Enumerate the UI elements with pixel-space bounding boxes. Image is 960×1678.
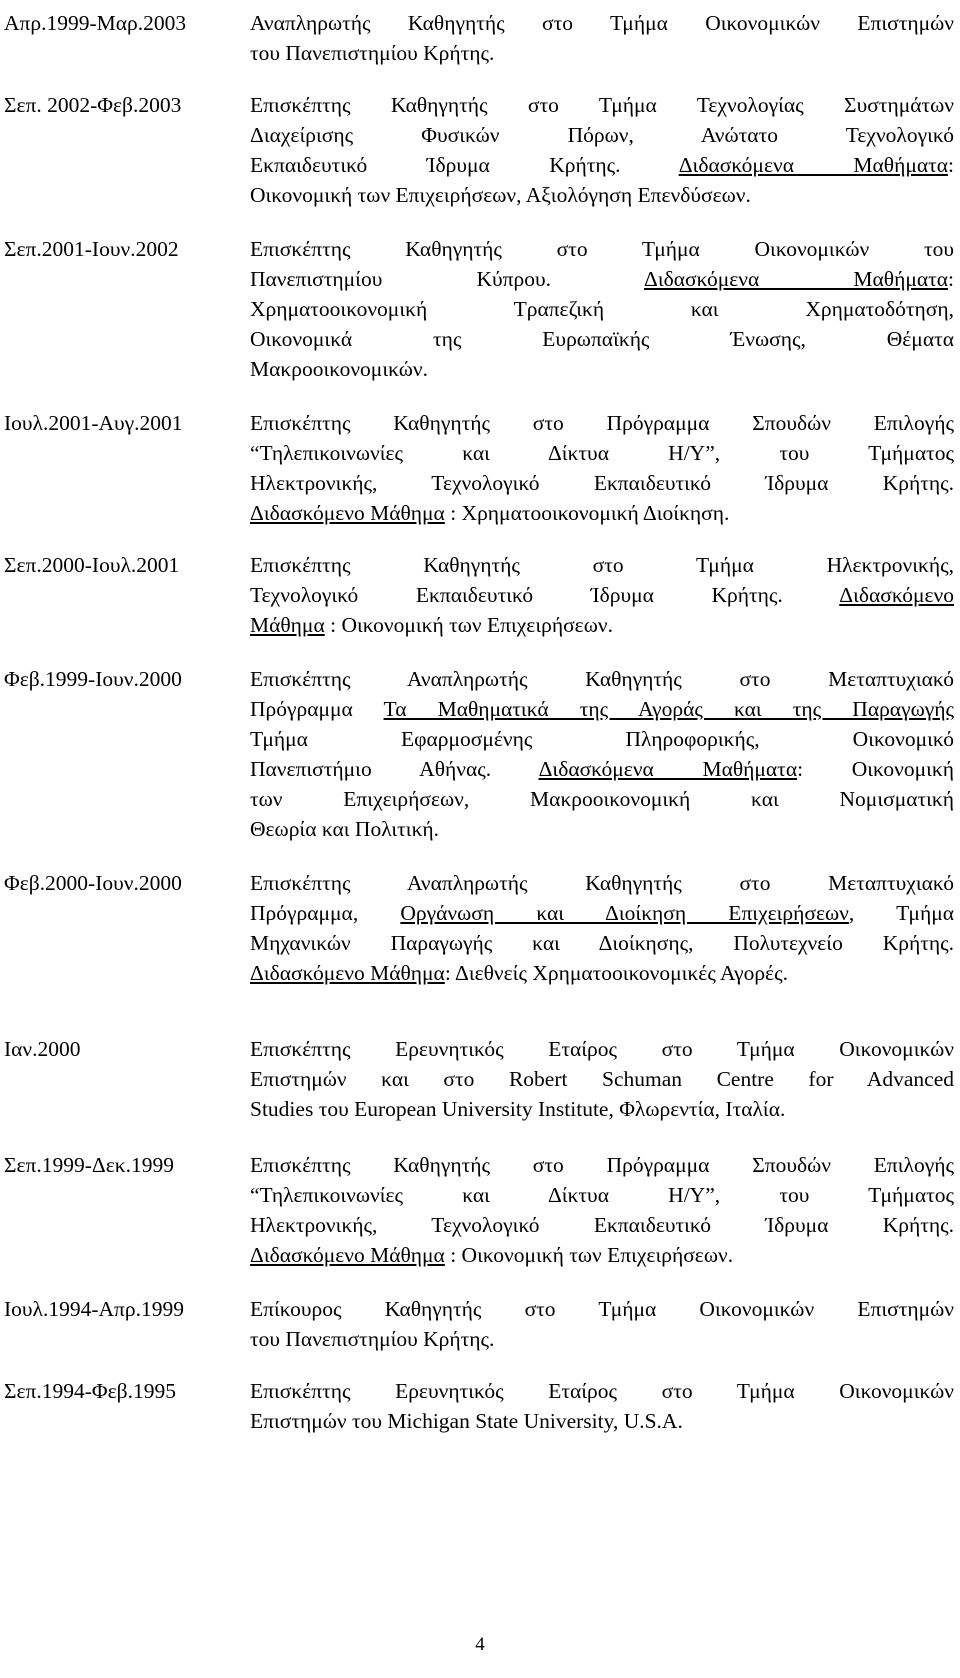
text-segment: Διαχείρισης Φυσικών Πόρων, Ανώτατο Τεχνολογικό	[250, 123, 954, 147]
text-segment: Χρηματοοικονομική Τραπεζική και Χρηματοδότηση,	[250, 297, 954, 321]
appointment-description	[250, 664, 954, 844]
appointment-description	[250, 1150, 954, 1270]
text-segment: : Οικονομική	[797, 757, 954, 781]
text-segment: Επισκέπτης Αναπληρωτής Καθηγητής στο Μεταπτυχιακό	[250, 667, 954, 691]
appointment-date: Ιουλ.1994-Απρ.1999	[4, 1297, 184, 1321]
text-segment: : Διεθνείς Χρηματοοικονομικές Αγορές.	[444, 961, 788, 985]
description-line	[250, 354, 954, 384]
appointment-description	[250, 8, 954, 68]
text-segment: Πανεπιστημίου Κύπρου.	[250, 267, 644, 291]
text-segment: : Οικονομική των Επιχειρήσεων.	[444, 1243, 734, 1267]
text-segment: Επιστημών και στο Robert Schuman Centre for Advanced	[250, 1067, 954, 1091]
text-segment: Οικονομική των Επιχειρήσεων, Αξιολόγηση Επενδύσεων.	[250, 183, 751, 207]
underlined-text: Διδασκόμενα Μαθήματα	[538, 757, 798, 781]
text-segment: : Οικονομική των Επιχειρήσεων.	[324, 613, 613, 637]
text-segment: :	[948, 153, 954, 177]
appointment-description	[250, 1034, 954, 1124]
description-line	[250, 180, 954, 210]
appointment-date: Σεπ.1994-Φεβ.1995	[4, 1379, 176, 1403]
text-segment: Πρόγραμμα	[250, 697, 384, 721]
text-segment: Τμήμα Εφαρμοσμένης Πληροφορικής, Οικονομικό	[250, 727, 954, 751]
description-line	[250, 814, 954, 844]
underlined-text: Διδασκόμενα Μαθήματα	[644, 267, 949, 291]
description-line	[250, 928, 954, 958]
text-segment: Επισκέπτης Καθηγητής στο Πρόγραμμα Σπουδών Επιλογής	[250, 1153, 954, 1177]
appointment-date: Σεπ. 2002-Φεβ.2003	[4, 93, 182, 117]
description-line	[250, 438, 954, 468]
text-segment: Studies του European University Institute, Φλωρεντία, Ιταλία.	[250, 1097, 786, 1121]
appointment-date: Σεπ.2000-Ιουλ.2001	[4, 553, 180, 577]
description-line	[250, 150, 954, 180]
description-line	[250, 1376, 954, 1406]
underlined-text: Διδασκόμενο Μάθημα	[250, 1243, 445, 1267]
description-line	[250, 90, 954, 120]
description-line	[250, 294, 954, 324]
description-line	[250, 498, 954, 528]
appointment-date: Φεβ.2000-Ιουν.2000	[4, 871, 182, 895]
appointment-date: Απρ.1999-Μαρ.2003	[4, 11, 187, 35]
description-line	[250, 408, 954, 438]
appointment-description	[250, 1376, 954, 1436]
description-line	[250, 1210, 954, 1240]
appointment-date: Ιαν.2000	[4, 1037, 81, 1061]
description-line	[250, 784, 954, 814]
appointment-description	[250, 550, 954, 640]
description-line	[250, 324, 954, 354]
description-line	[250, 8, 954, 38]
text-segment: των Επιχειρήσεων, Μακροοικονομική και Νομισματική	[250, 787, 954, 811]
description-line	[250, 1324, 954, 1354]
description-line	[250, 234, 954, 264]
appointment-description	[250, 868, 954, 988]
appointment-description	[250, 90, 954, 210]
text-segment: Επισκέπτης Ερευνητικός Εταίρος στο Τμήμα Οικονομικών	[250, 1379, 954, 1403]
text-segment: Ηλεκτρονικής, Τεχνολογικό Εκπαιδευτικό Ίδρυμα Κρήτης.	[250, 1213, 954, 1237]
description-line	[250, 1094, 954, 1124]
text-segment: Επισκέπτης Ερευνητικός Εταίρος στο Τμήμα Οικονομικών	[250, 1037, 954, 1061]
description-line	[250, 1294, 954, 1324]
text-segment: “Τηλεπικοινωνίες και Δίκτυα Η/Υ”, του Τμήματος	[250, 1183, 954, 1207]
description-line	[250, 1034, 954, 1064]
text-segment: Εκπαιδευτικό Ίδρυμα Κρήτης.	[250, 153, 679, 177]
description-line	[250, 550, 954, 580]
text-segment: του Πανεπιστημίου Κρήτης.	[250, 41, 495, 65]
description-line	[250, 1180, 954, 1210]
text-segment: Μηχανικών Παραγωγής και Διοίκησης, Πολυτεχνείο Κρήτης.	[250, 931, 954, 955]
description-line	[250, 580, 954, 610]
text-segment: Επισκέπτης Καθηγητής στο Τμήμα Τεχνολογίας Συστημάτων	[250, 93, 954, 117]
underlined-text: Διδασκόμενο Μάθημα	[250, 501, 445, 525]
text-segment: , Τμήμα	[848, 901, 954, 925]
appointment-date: Φεβ.1999-Ιουν.2000	[4, 667, 182, 691]
description-line	[250, 868, 954, 898]
appointment-description	[250, 1294, 954, 1354]
text-segment: Πανεπιστήμιο Αθήνας.	[250, 757, 539, 781]
text-segment: Ηλεκτρονικής, Τεχνολογικό Εκπαιδευτικό Ίδρυμα Κρήτης.	[250, 471, 954, 495]
underlined-text: Διδασκόμενο	[839, 583, 954, 607]
description-line	[250, 264, 954, 294]
underlined-text: Οργάνωση και Διοίκηση Επιχειρήσεων	[400, 901, 849, 925]
appointment-date: Σεπ.2001-Ιουν.2002	[4, 237, 179, 261]
text-segment: Οικονομικά της Ευρωπαϊκής Ένωσης, Θέματα	[250, 327, 954, 351]
text-segment: του Πανεπιστημίου Κρήτης.	[250, 1327, 495, 1351]
description-line	[250, 38, 954, 68]
description-line	[250, 1064, 954, 1094]
text-segment: Επιστημών του Michigan State University, U.S.A.	[250, 1409, 683, 1433]
text-segment: Θεωρία και Πολιτική.	[250, 817, 440, 841]
appointment-date: Σεπ.1999-Δεκ.1999	[4, 1153, 174, 1177]
text-segment: Επίκουρος Καθηγητής στο Τμήμα Οικονομικών Επιστημών	[250, 1297, 954, 1321]
text-segment: Τεχνολογικό Εκπαιδευτικό Ίδρυμα Κρήτης.	[250, 583, 840, 607]
text-segment: Αναπληρωτής Καθηγητής στο Τμήμα Οικονομικών Επιστημών	[250, 11, 954, 35]
description-line	[250, 610, 954, 640]
underlined-text: Διδασκόμενα Μαθήματα	[678, 153, 949, 177]
page-number: 4	[475, 1634, 485, 1655]
description-line	[250, 694, 954, 724]
text-segment: Επισκέπτης Καθηγητής στο Τμήμα Ηλεκτρονικής,	[250, 553, 954, 577]
description-line	[250, 468, 954, 498]
appointment-date: Ιουλ.2001-Αυγ.2001	[4, 411, 183, 435]
text-segment: :	[948, 267, 954, 291]
appointment-description	[250, 408, 954, 528]
description-line	[250, 664, 954, 694]
text-segment: Επισκέπτης Καθηγητής στο Πρόγραμμα Σπουδών Επιλογής	[250, 411, 954, 435]
description-line	[250, 754, 954, 784]
underlined-text: Τα Μαθηματικά της Αγοράς και της Παραγωγής	[383, 697, 954, 721]
description-line	[250, 724, 954, 754]
text-segment: Πρόγραμμα,	[250, 901, 401, 925]
description-line	[250, 120, 954, 150]
description-line	[250, 1150, 954, 1180]
description-line	[250, 1406, 954, 1436]
description-line	[250, 958, 954, 988]
text-segment: Επισκέπτης Αναπληρωτής Καθηγητής στο Μεταπτυχιακό	[250, 871, 954, 895]
text-segment: : Χρηματοοικονομική Διοίκηση.	[444, 501, 730, 525]
underlined-text: Διδασκόμενο Μάθημα	[250, 961, 445, 985]
appointment-description	[250, 234, 954, 384]
underlined-text: Μάθημα	[250, 613, 325, 637]
description-line	[250, 1240, 954, 1270]
text-segment: Επισκέπτης Καθηγητής στο Τμήμα Οικονομικών του	[250, 237, 954, 261]
text-segment: “Τηλεπικοινωνίες και Δίκτυα Η/Υ”, του Τμήματος	[250, 441, 954, 465]
text-segment: Μακροοικονομικών.	[250, 357, 429, 381]
description-line	[250, 898, 954, 928]
